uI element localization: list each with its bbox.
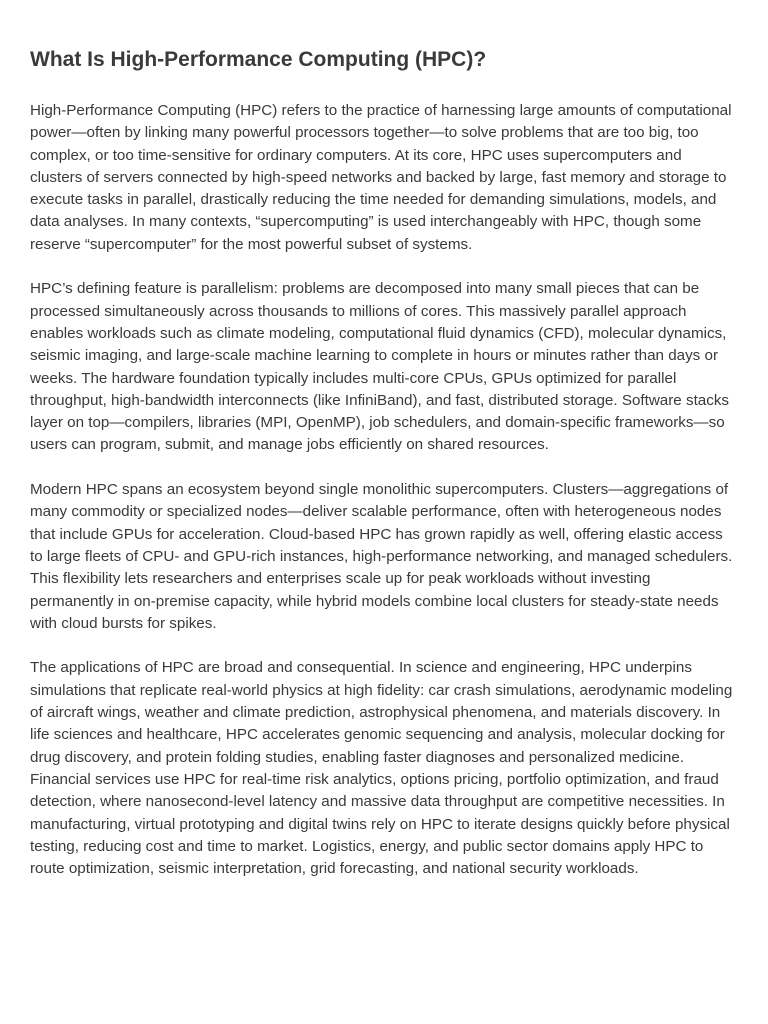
page-title: What Is High-Performance Computing (HPC)?	[30, 48, 487, 71]
paragraph-applications: The applications of HPC are broad and consequential. In science and engineering, HPC underpins simulations that replicate real-world physics at high fidelity: car crash simulations, aerodynamic modeling of aircraft wings, weather and climate prediction, astrophysical phenomena, and materials discovery. In life sciences and healthcare, HPC accelerates genomic sequencing and analysis, molecular docking for drug discovery, and protein folding studies, enabling faster diagnoses and personalized medicine. Financial services use HPC for real-time risk analytics, options pricing, portfolio optimization, and fraud detection, where nanosecond-level latency and massive data throughput are competitive necessities. In manufacturing, virtual prototyping and digital twins rely on HPC to iterate designs quickly before physical testing, reducing cost and time to market. Logistics, energy, and public sector domains apply HPC to route optimization, seismic interpretation, grid forecasting, and national security workloads.	[30, 659, 733, 878]
paragraph-ecosystem: Modern HPC spans an ecosystem beyond single monolithic supercomputers. Clusters—aggregations of many commodity or specialized nodes—deliver scalable performance, often with heterogeneous nodes that include GPUs for acceleration. Cloud-based HPC has grown rapidly as well, offering elastic access to large fleets of CPU- and GPU-rich instances, high-performance networking, and managed schedulers. This flexibility lets researchers and enterprises scale up for peak workloads without investing permanently in on-premise capacity, while hybrid models combine local clusters for steady-state needs with cloud bursts for spikes.	[30, 481, 733, 632]
paragraph-parallelism: HPC’s defining feature is parallelism: problems are decomposed into many small pieces that can be processed simultaneously across thousands to millions of cores. This massively parallel approach enables workloads such as climate modeling, computational fluid dynamics (CFD), molecular dynamics, seismic imaging, and large-scale machine learning to complete in hours or minutes rather than days or weeks. The hardware foundation typically includes multi-core CPUs, GPUs optimized for parallel throughput, high-bandwidth interconnects (like InfiniBand), and fast, distributed storage. Software stacks layer on top—compilers, libraries (MPI, OpenMP), job schedulers, and domain-specific frameworks—so users can program, submit, and manage jobs efficiently on shared resources.	[30, 280, 730, 454]
paragraph-intro: High-Performance Computing (HPC) refers to the practice of harnessing large amounts of computational power—often by linking many powerful processors together—to solve problems that are too big, too complex, or too time-sensitive for ordinary computers. At its core, HPC uses supercomputers and clusters of servers connected by high-speed networks and backed by large, fast memory and storage to execute tasks in parallel, drastically reducing the time needed for demanding simulations, models, and data analyses. In many contexts, “supercomputing” is used interchangeably with HPC, though some reserve “supercomputer” for the most powerful subset of systems.	[30, 102, 732, 253]
